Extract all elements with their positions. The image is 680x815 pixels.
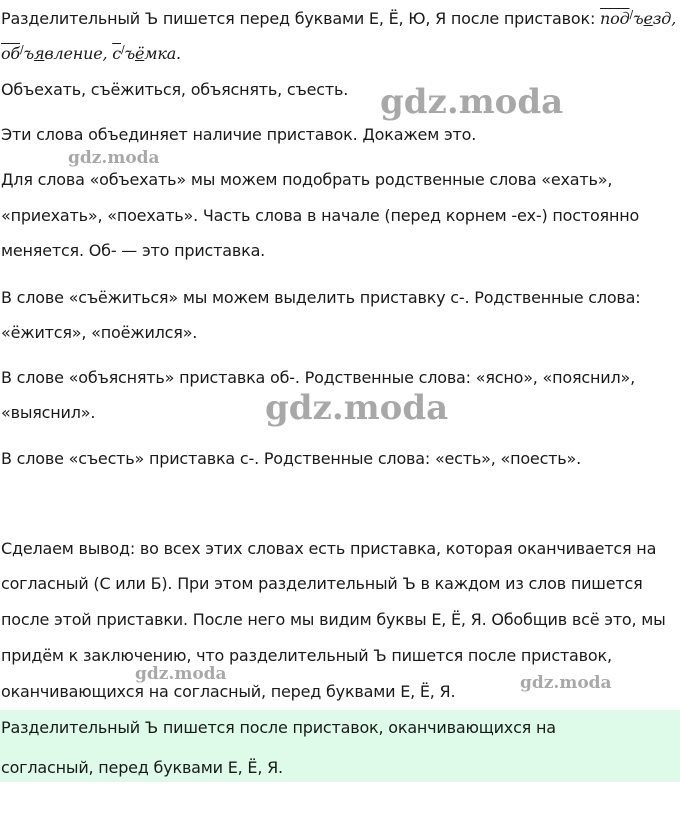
prefix-mark: под [600, 9, 630, 28]
example-obyavlenie: об/ъявление, [1, 43, 108, 63]
conclusion-line-4: придём к заключению, что разделительный Ъ пишется после приставок, [1, 646, 612, 665]
watermark-logo: gdz.moda [68, 148, 160, 168]
paragraph-3-line-2: «выяснил». [1, 403, 96, 422]
paragraph-4-line-1: В слове «съесть» приставка с-. Родственные слова: «есть», «поесть». [1, 449, 581, 468]
conclusion-line-1: Сделаем вывод: во всех этих словах есть приставка, которая оканчивается на [1, 539, 657, 558]
paragraph-2-line-1: В слове «съёжиться» мы можем выделить приставку с-. Родственные слова: [1, 288, 641, 307]
rule-line-1 [1, 8, 676, 28]
watermark-logo: gdz.moda [520, 673, 612, 693]
paragraph-1-line-3: меняется. Об- — это приставка. [1, 241, 266, 260]
rule-line-2 [1, 43, 181, 63]
answer-line-1: Разделительный Ъ пишется после приставок, оканчивающихся на [1, 718, 556, 737]
conclusion-line-3: после этой приставки. После него мы видим буквы Е, Ё, Я. Обобщив всё это, мы [1, 610, 666, 629]
example-podezd: под/ъезд, [600, 8, 677, 28]
paragraph-3-line-1: В слове «объяснять» приставка об-. Родственные слова: «ясно», «пояснил», [1, 368, 635, 387]
conclusion-line-2: согласный (С или Б). При этом разделительный Ъ в каждом из слов пишется [1, 574, 643, 593]
watermark-logo: gdz.moda [265, 388, 449, 428]
answer-line-2: согласный, перед буквами Е, Ё, Я. [1, 758, 283, 777]
intro-text: Эти слова объединяет наличие приставок. Докажем это. [1, 125, 477, 144]
watermark-logo: gdz.moda [135, 664, 227, 684]
paragraph-1-line-2: «приехать», «поехать». Часть слова в начале (перед корнем -ех-) постоянно [1, 206, 640, 225]
example-semka: с/ъёмка. [112, 43, 181, 63]
watermark-logo: gdz.moda [380, 82, 564, 122]
paragraph-2-line-2: «ёжится», «поёжился». [1, 323, 198, 342]
words-list: Объехать, съёжиться, объяснять, съесть. [1, 80, 349, 99]
conclusion-line-5: оканчивающихся на согласный, перед буквами Е, Ё, Я. [1, 682, 456, 701]
paragraph-1-line-1: Для слова «объехать» мы можем подобрать родственные слова «ехать», [1, 170, 613, 189]
rule-text: Разделительный Ъ пишется перед буквами Е, Ё, Ю, Я после приставок: [1, 9, 596, 28]
